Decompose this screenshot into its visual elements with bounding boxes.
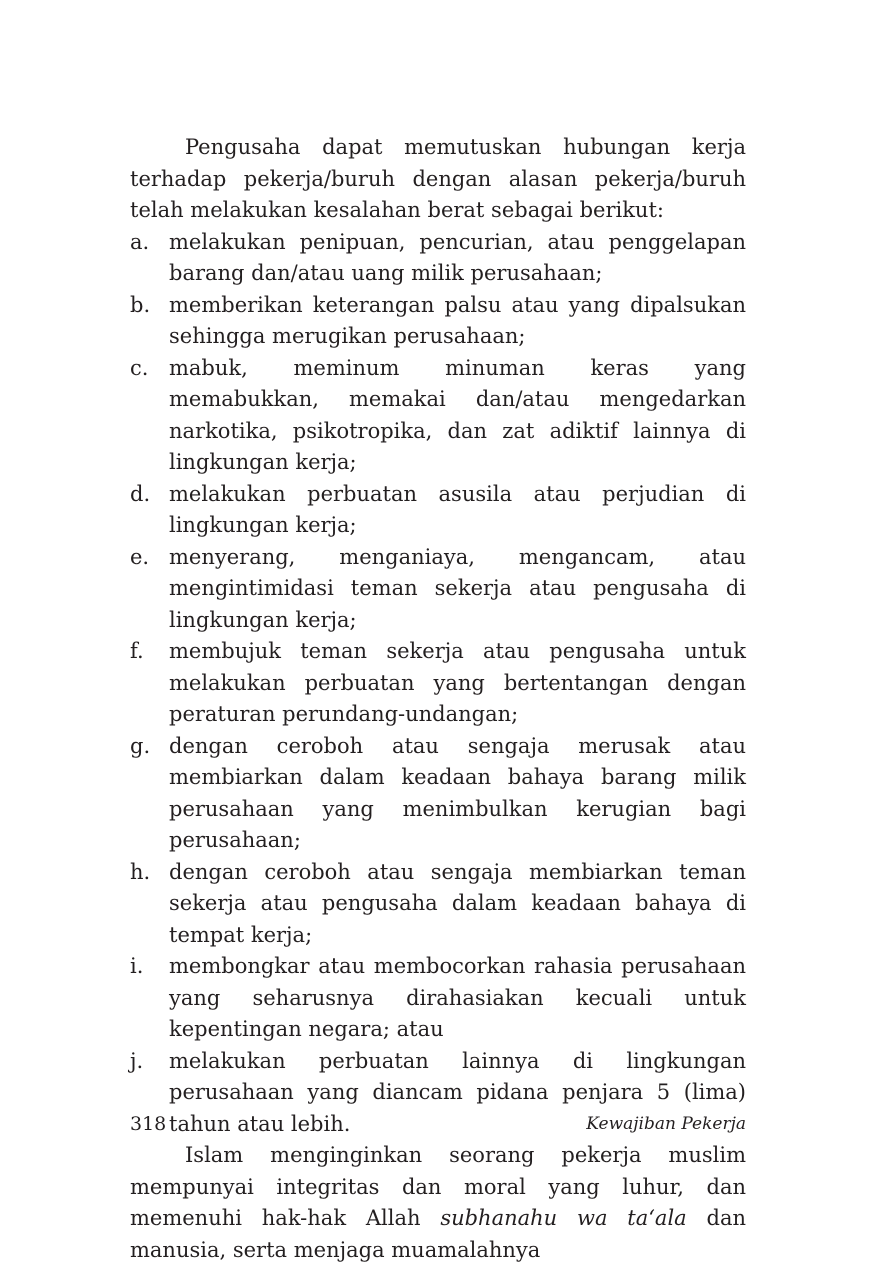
list-marker: h.	[130, 859, 151, 884]
closing-italic-phrase: subhanahu wa ta‘ala	[440, 1206, 687, 1230]
offense-list	[130, 227, 746, 1141]
list-item-text: mabuk, meminum minuman keras yang memabukkan, memakai dan/atau mengedarkan narkotika, psikotropika, dan zat adiktif lainnya di lingkungan kerja;	[169, 355, 746, 474]
list-marker: g.	[130, 733, 151, 758]
list-marker: a.	[130, 229, 150, 254]
list-item	[130, 731, 746, 857]
list-marker: f.	[130, 639, 144, 663]
list-item	[130, 290, 746, 353]
list-item-text: membujuk teman sekerja atau pengusaha untuk melakukan perbuatan yang bertentangan dengan peraturan perundang-undangan;	[169, 639, 746, 726]
list-item	[130, 951, 746, 1046]
list-item-text: menyerang, menganiaya, mengancam, atau mengintimidasi teman sekerja atau pengusaha di lingkungan kerja;	[169, 544, 746, 632]
list-item-text: memberikan keterangan palsu atau yang dipalsukan sehingga merugikan perusahaan;	[169, 292, 746, 348]
list-item	[130, 857, 746, 952]
page-number: 318	[130, 1113, 167, 1135]
list-item	[130, 636, 746, 731]
page-body	[130, 132, 746, 1266]
closing-text-before: Islam menginginkan seorang pekerja muslim mempunyai integritas dan moral yang luhur, dan memenuhi hak-hak Allah	[130, 1143, 746, 1230]
list-marker: c.	[130, 355, 149, 380]
list-item-text: dengan ceroboh atau sengaja merusak atau membiarkan dalam keadaan bahaya barang milik perusahaan yang menimbulkan kerugian bagi perusahaan;	[169, 733, 746, 852]
list-item	[130, 227, 746, 290]
list-item-text: melakukan perbuatan asusila atau perjudian di lingkungan kerja;	[169, 481, 746, 537]
intro-paragraph: Pengusaha dapat memutuskan hubungan kerja terhadap pekerja/buruh dengan alasan pekerja/buruh telah melakukan kesalahan berat sebagai berikut:	[130, 135, 746, 222]
list-item-text: dengan ceroboh atau sengaja membiarkan teman sekerja atau pengusaha dalam keadaan bahaya di tempat kerja;	[169, 859, 746, 947]
list-item	[130, 353, 746, 479]
list-marker: e.	[130, 544, 150, 569]
list-item	[130, 542, 746, 637]
list-item	[130, 479, 746, 542]
list-item-text: membongkar atau membocorkan rahasia perusahaan yang seharusnya dirahasiakan kecuali untuk kepentingan negara; atau	[169, 954, 746, 1041]
list-marker: b.	[130, 292, 151, 317]
running-title: Kewajiban Pekerja	[586, 1114, 746, 1134]
list-item-text: melakukan perbuatan lainnya di lingkungan perusahaan yang diancam pidana penjara 5 (lima) tahun atau lebih.	[169, 1048, 746, 1136]
list-marker: i.	[130, 954, 144, 978]
list-marker: d.	[130, 481, 151, 506]
closing-text-after: dan manusia, serta menjaga muamalahnya	[130, 1206, 746, 1262]
list-marker: j.	[130, 1048, 144, 1073]
closing-paragraph	[130, 1140, 746, 1266]
list-item-text: melakukan penipuan, pencurian, atau penggelapan barang dan/atau uang milik perusahaan;	[169, 229, 746, 285]
